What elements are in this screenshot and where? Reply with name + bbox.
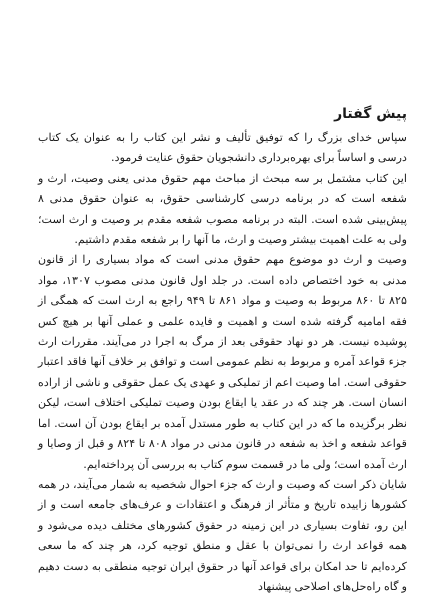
paragraph-3: وصیت و ارث دو موضوع مهم حقوق مدنی است که مواد بسیاری را از قانون مدنی به خود اختصاص داده است. در جلد اول قانون مدنی مصوب ۱۳۰۷، مواد ۸۲۵ تا ۸۶۰ مربوط به وصیت و مواد ۸۶۱ تا ۹۴۹ راجع به ارث است که همگی از فقه امامیه گرفته شده است و اهمیت و فایده علمی و عملی آنها بر هیچ کس پوشیده نیست. هر دو نهاد حقوقی بعد از مرگ به اجرا در می‌آیند. مقررات ارث جزء قواعد آمره و مربوط به نظم عمومی است و توافق بر خلاف آنها فاقد اعتبار حقوقی است. اما وصیت اعم از تملیکی و عهدی یک عمل حقوقی و ناشی از اراده انسان است. هر چند که در عقد یا ایقاع بودن وصیت تملیکی اختلاف است، لیکن نظر برگزیده ما که در این کتاب به طور مستدل آمده بر ایقاع بودن آن است. اما قواعد شفعه و اخذ به شفعه در قانون مدنی در مواد ۸۰۸ تا ۸۲۴ و قبل از وصایا و ارث آمده است؛ ولی ما در قسمت سوم کتاب به بررسی آن پرداخته‌ایم. (38, 253, 408, 471)
paragraph-1: سپاس خدای بزرگ را که توفیق تألیف و نشر این کتاب را به عنوان یک کتاب درسی و اساساً برای بهره‌برداری دانشجویان حقوق عنایت فرمود. (38, 131, 407, 165)
paragraph-2: این کتاب مشتمل بر سه مبحث از مباحث مهم حقوق مدنی یعنی وصیت، ارث و شفعه است که در برنامه درسی کارشناسی حقوق، به عنوان حقوق مدنی ۸ پیش‌بینی شده است. البته در برنامه مصوب شفعه مقدم بر وصیت و ارث است؛ ولی به علت اهمیت بیشتر وصیت و ارث، ما آنها را بر شفعه مقدم داشتیم. (38, 171, 407, 247)
page-title: پیش گفتار (334, 106, 407, 122)
paragraph-4: شایان ذکر است که وصیت و ارث که جزء احوال شخصیه به شمار می‌آیند، در همه کشورها زاییده تاریخ و متأثر از فرهنگ و اعتقادات و عرف‌های جامعه است و از این رو، تفاوت بسیاری در این زمینه در حقوق کشورهای مختلف دیده می‌شود و همه قواعد ارث را نمی‌توان با عقل و منطق توجیه کرد، هر چند که ما سعی کرده‌ایم تا حد امکان برای قواعد آنها در حقوق ایران توجیه منطقی به دست دهیم و گاه راه‌حل‌های اصلاحی پیشنهاد (38, 477, 407, 593)
